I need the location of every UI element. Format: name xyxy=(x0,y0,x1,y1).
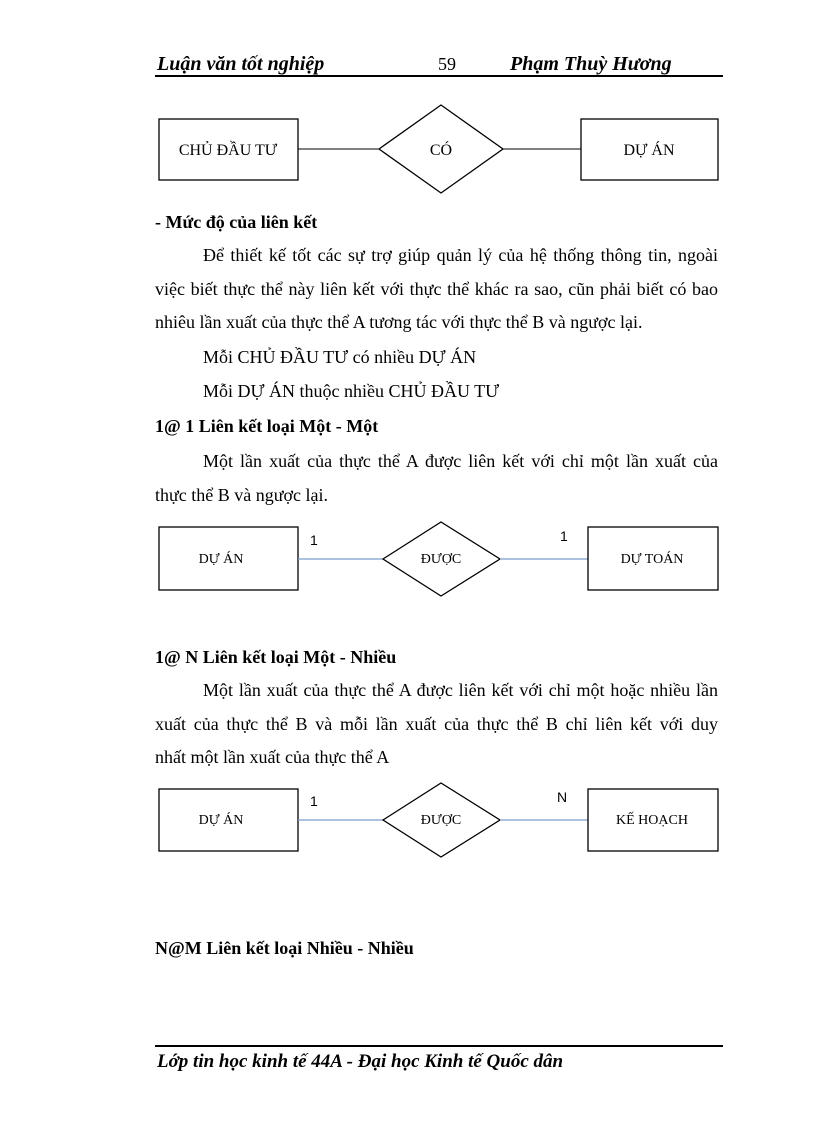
relationship-diamond xyxy=(383,522,500,596)
relationship-label: ĐƯỢC xyxy=(420,813,462,828)
relationship-label: ĐƯỢC xyxy=(420,552,462,567)
paragraph-line: Một lần xuất của thực thể A được liên kết với chỉ một hoặc nhiều lần xyxy=(203,680,718,700)
entity-box xyxy=(588,527,718,590)
cardinality-label: 1 xyxy=(310,793,318,809)
paragraph-one-one xyxy=(155,445,718,512)
section-heading-one-one: 1@ 1 Liên kết loại Một - Một xyxy=(155,416,379,436)
section-heading-one-many: 1@ N Liên kết loại Một - Nhiều xyxy=(155,647,397,667)
page-number: 59 xyxy=(438,54,456,74)
entity-box xyxy=(159,527,298,590)
paragraph-one-many xyxy=(155,674,718,775)
paragraph-line: nhất một lần xuất của thực thể A xyxy=(155,747,390,767)
example-line: Mỗi CHỦ ĐẦU TƯ có nhiều DỰ ÁN xyxy=(203,347,477,367)
entity-label: KẾ HOẠCH xyxy=(616,813,688,828)
entity-label: DỰ ÁN xyxy=(623,142,675,159)
paragraph-line: nhiêu lần xuất của thực thể A tương tác với thực thể B và ngược lại. xyxy=(155,312,643,332)
entity-box-project xyxy=(581,119,718,180)
entity-box xyxy=(159,789,298,851)
entity-label: CHỦ ĐẦU TƯ xyxy=(178,142,278,159)
entity-label: DỰ ÁN xyxy=(198,552,244,567)
relationship-diamond xyxy=(383,783,500,857)
paragraph-line: xuất của thực thể B và mỗi lần xuất của thực thể B chỉ liên kết với duy xyxy=(155,713,718,734)
paragraph-line: thực thể B và ngược lại. xyxy=(155,484,328,505)
cardinality-label: N xyxy=(557,789,568,805)
relationship-label: CÓ xyxy=(429,142,453,159)
entity-box-investor xyxy=(159,119,298,180)
entity-label: DỰ TOÁN xyxy=(620,552,684,567)
cardinality-label: 1 xyxy=(310,532,318,548)
header-author: Phạm Thuỳ Hương xyxy=(510,53,672,75)
footer-text: Lớp tin học kinh tế 44A - Đại học Kinh tế Quốc dân xyxy=(157,1051,564,1072)
header-thesis-title: Luận văn tốt nghiệp xyxy=(157,53,325,75)
paragraph-line: Một lần xuất của thực thể A được liên kết với chỉ một lần xuất của xyxy=(203,451,718,471)
header-rule xyxy=(155,75,723,77)
entity-label: DỰ ÁN xyxy=(198,813,244,828)
cardinality-label: 1 xyxy=(560,528,568,544)
example-line: Mỗi DỰ ÁN thuộc nhiều CHỦ ĐẦU TƯ xyxy=(203,381,500,401)
footer-rule xyxy=(155,1045,723,1047)
paragraph-degree xyxy=(155,239,718,340)
paragraph-line: việc biết thực thể này liên kết với thực thể khác ra sao, cũn phải biết có bao xyxy=(155,278,718,299)
paragraph-line: Để thiết kế tốt các sự trợ giúp quản lý của hệ thống thông tin, ngoài xyxy=(203,245,718,265)
relationship-diamond xyxy=(379,105,503,193)
section-heading-many-many: N@M Liên kết loại Nhiều - Nhiều xyxy=(155,938,414,958)
entity-box xyxy=(588,789,718,851)
section-heading-degree: - Mức độ của liên kết xyxy=(155,212,318,232)
